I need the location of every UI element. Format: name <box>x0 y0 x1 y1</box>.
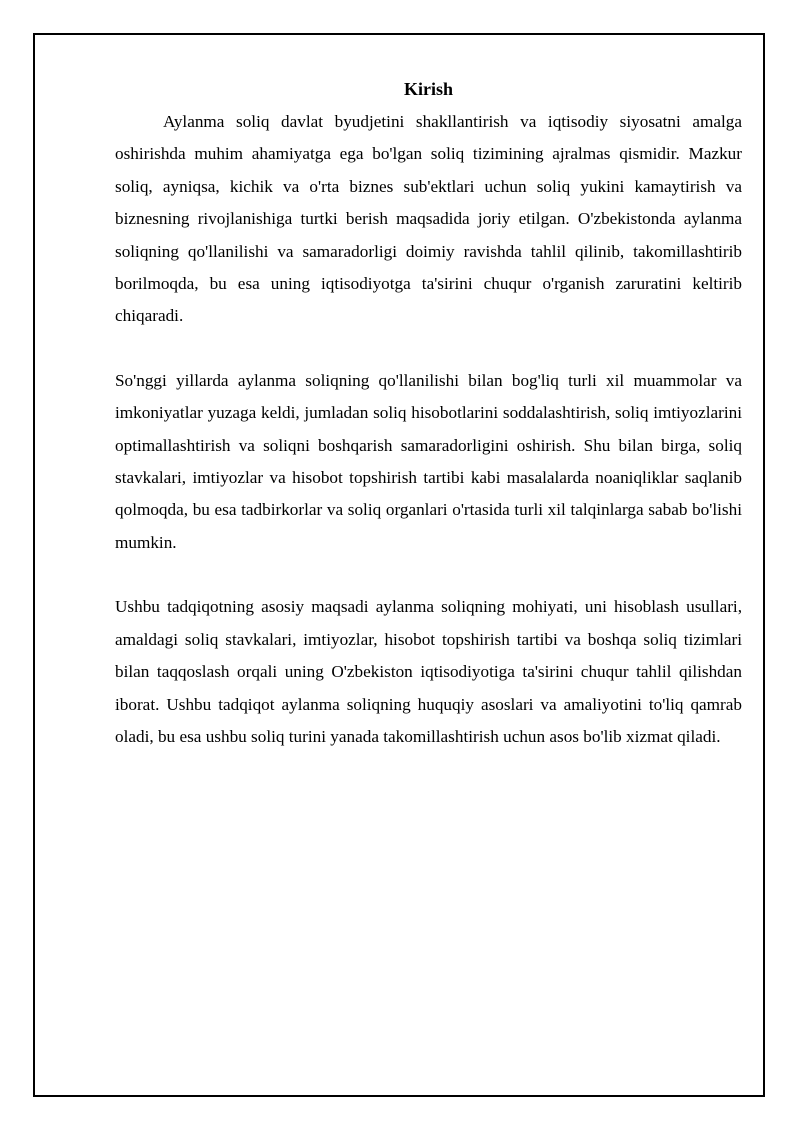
paragraph-2: So'nggi yillarda aylanma soliqning qo'llanilishi bilan bog'liq turli xil muammolar va imkoniyatlar yuzaga keldi, jumladan soliq hisobotlarini soddalashtirish, soliq imtiyozlarini optimallashtirish va soliqni boshqarish samaradorligini oshirish. Shu bilan birga, soliq stavkalari, imtiyozlar va hisobot topshirish tartibi kabi masalalarda noaniqliklar saqlanib qolmoqda, bu esa tadbirkorlar va soliq organlari o'rtasida turli xil talqinlarga sabab bo'lishi mumkin. <box>115 370 742 552</box>
paragraph-1: Aylanma soliq davlat byudjetini shakllantirish va iqtisodiy siyosatni amalga oshirishda muhim ahamiyatga ega bo'lgan soliq tizimining ajralmas qismidir. Mazkur soliq, ayniqsa, kichik va o'rta biznes sub'ektlari uchun soliq yukini kamaytirish va biznesning rivojlanishiga turtki berish maqsadida joriy etilgan. O'zbekistonda aylanma soliqning qo'llanilishi va samaradorligi doimiy ravishda tahlil qilinib, takomillashtirib borilmoqda, bu esa uning iqtisodiyotga ta'sirini chuqur o'rganish zaruratini keltirib chiqaradi. <box>115 112 742 326</box>
paragraph-3: Ushbu tadqiqotning asosiy maqsadi aylanma soliqning mohiyati, uni hisoblash usullari, amaldagi soliq stavkalari, imtiyozlar, hisobot topshirish tartibi va boshqa soliq tizimlari bilan taqqoslash orqali uning O'zbekiston iqtisodiyotiga ta'sirini chuqur tahlil qilishdan iborat. Ushbu tadqiqot aylanma soliqning huquqiy asoslari va amaliyotini to'liq qamrab oladi, bu esa ushbu soliq turini yanada takomillashtirish uchun asos bo'lib xizmat qiladi. <box>115 597 742 746</box>
document-body <box>115 76 742 753</box>
document-title: Kirish <box>403 79 453 99</box>
